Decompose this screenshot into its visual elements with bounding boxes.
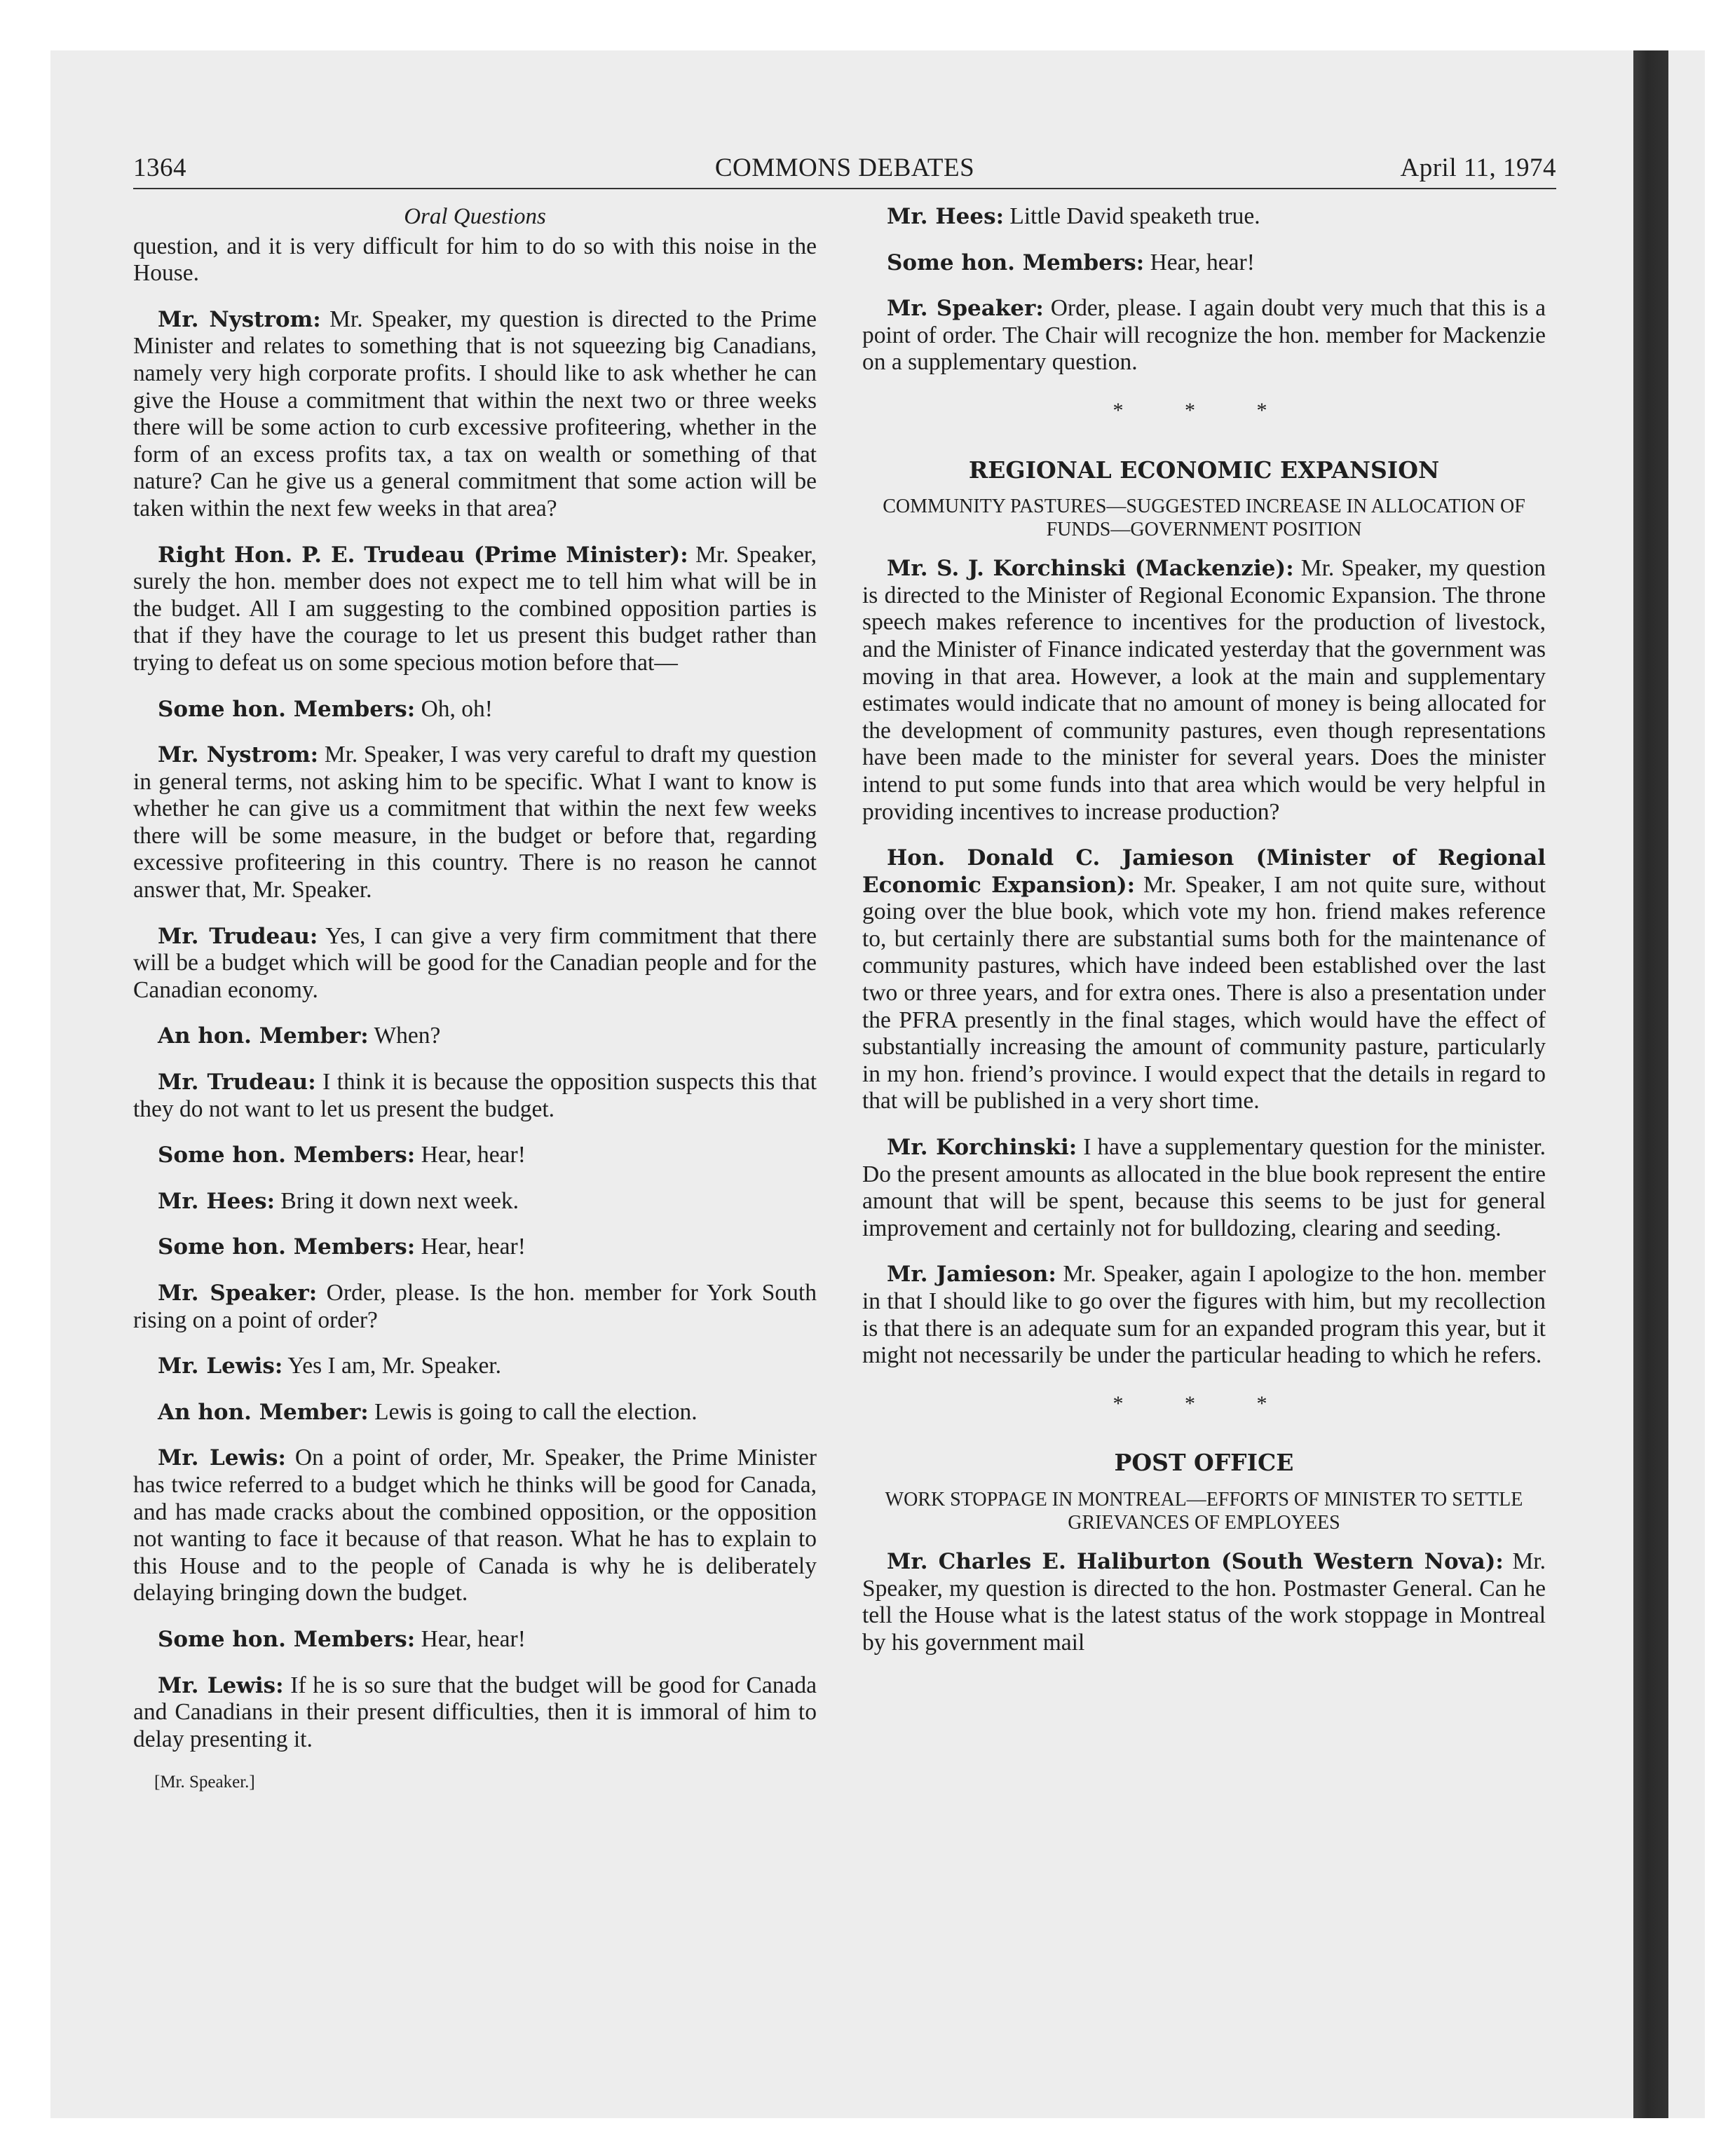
running-title: COMMONS DEBATES	[714, 153, 975, 182]
section-subheading: COMMUNITY PASTURES—SUGGESTED INCREASE IN ALLOCATION OF FUNDS—GOVERNMENT POSITION	[883, 496, 1525, 541]
speaker-name: Mr. Nystrom:	[158, 742, 319, 768]
speaker-name: An hon. Member:	[158, 1399, 369, 1425]
paragraph-text: Oh, oh!	[415, 695, 493, 722]
speaker-name: Mr. Lewis:	[158, 1672, 284, 1698]
paragraph-text: Order, please. I again doubt very much that this is a point of order. The Chair will recognize the hon. member for Mackenzie on a supplementary question.	[862, 295, 1546, 376]
paragraph-text: I have a supplementary question for the minister. Do the present amounts as allocated in the blue book represent the entire amount that will be spent, because this seems to be just for general improvement and certainly not for bulldozing, clearing and seeding.	[862, 1134, 1546, 1241]
speaker-name: Mr. Charles E. Haliburton (South Western Nova):	[887, 1548, 1504, 1574]
speaker-name: Some hon. Members:	[158, 1626, 416, 1652]
paragraph-text: Mr. Speaker, my question is directed to the Minister of Regional Economic Expansion. The throne speech makes reference to incentives for the production of livestock, and the Minister of Finance indicated yesterday that the government was moving in that area. However, a look at the main and supplementary estimates would indicate that no amount of money is being allocated for the development of community pastures, even though representations have been made to the minister for several years. Does the minister intend to put some funds into that area which would be very helpful in providing incentives to increase production?	[862, 555, 1546, 825]
paragraph-text: On a point of order, Mr. Speaker, the Prime Minister has twice referred to a budget which he thinks will be good for Canada, and has made cracks about the combined opposition, or the opposition not wanting to face it because of that reason. What he has to explain to this House and to the people of Canada is why he is deliberately delaying bringing down the budget.	[133, 1445, 817, 1606]
paragraph	[133, 1142, 817, 1169]
paragraph-text: Mr. Speaker, surely the hon. member does not expect me to tell him what will be in the budget. All I am suggesting to the combined opposition parties is that if they have the courage to let us present this budget rather than trying to defeat us on some specious motion before that—	[133, 541, 817, 676]
paragraph-text: Mr. Speaker, I was very careful to draft my question in general terms, not asking him to be specific. What I want to know is whether he can give us a commitment that within the next few weeks there will be some measure, in the budget or before that, regarding excessive profiteering in this country. There is no reason he cannot answer that, Mr. Speaker.	[133, 742, 817, 903]
speaker-name: Some hon. Members:	[887, 250, 1145, 275]
paragraph	[862, 295, 1546, 376]
paragraph-text: Mr. Speaker, my question is directed to the Prime Minister and relates to something that is not squeezing big Canadians, namely very high corporate profits. I should like to ask whether he can give the House a commitment that within the next two or three weeks there will be some action to curb excessive profiteering, whether in the form of an excess profits tax, a tax on wealth or something of that nature? Can he give us a general commitment that some action will be taken within the next few weeks in that area?	[133, 306, 817, 521]
speaker-name: Mr. Lewis:	[158, 1445, 286, 1471]
paragraph-text: Hear, hear!	[415, 1142, 526, 1168]
speaker-name: Mr. Jamieson:	[887, 1262, 1056, 1288]
paragraph	[133, 1069, 817, 1123]
paragraph-text: Lewis is going to call the election.	[368, 1398, 698, 1425]
paragraph-text: If he is so sure that the budget will be good for Canada and Canadians in their present difficulties, then it is immoral of him to delay presenting it.	[133, 1672, 817, 1752]
speaker-name: Mr. Speaker:	[158, 1281, 318, 1306]
section-separator: * * *	[1113, 1391, 1295, 1415]
paragraph-text: Hear, hear!	[415, 1234, 526, 1260]
paragraph-text: Bring it down next week.	[275, 1187, 519, 1214]
paragraph	[133, 923, 817, 1004]
page-date: April 11, 1974	[1400, 153, 1556, 182]
speaker-footnote: [Mr. Speaker.]	[154, 1773, 255, 1792]
paragraph-text: Yes, I can give a very firm commitment that there will be a budget which will be good for the Canadian people and for the Canadian economy.	[133, 922, 817, 1003]
page-number: 1364	[133, 153, 186, 182]
paragraph-text: Hear, hear!	[1144, 249, 1255, 275]
scan-binding-edge	[1633, 50, 1668, 2118]
paragraph	[133, 742, 817, 904]
speaker-name: Mr. Trudeau:	[158, 923, 318, 949]
right-column	[862, 203, 1546, 1675]
paragraph	[133, 542, 817, 677]
speaker-name: Mr. Trudeau:	[158, 1070, 316, 1096]
paragraph	[862, 250, 1546, 277]
paragraph-text: Hear, hear!	[415, 1625, 526, 1652]
paragraph	[133, 1399, 817, 1426]
speaker-name: Mr. Lewis:	[158, 1353, 283, 1379]
speaker-name: Mr. S. J. Korchinski (Mackenzie):	[887, 556, 1294, 582]
paragraph-text: Order, please. Is the hon. member for York South rising on a point of order?	[133, 1280, 817, 1333]
speaker-name: An hon. Member:	[158, 1023, 369, 1049]
paragraph	[133, 1445, 817, 1607]
paragraph-text: When?	[368, 1023, 441, 1049]
speaker-name: Hon. Donald C. Jamieson (Minister of Regional Economic Expansion):	[862, 845, 1546, 898]
paragraph	[133, 306, 817, 523]
paragraph	[133, 233, 817, 287]
section-label: Oral Questions	[404, 204, 546, 229]
section-subheading: WORK STOPPAGE IN MONTREAL—EFFORTS OF MINISTER TO SETTLE GRIEVANCES OF EMPLOYEES	[885, 1488, 1523, 1534]
speaker-name: Some hon. Members:	[158, 1234, 416, 1260]
paragraph	[862, 1261, 1546, 1369]
paragraph	[862, 1134, 1546, 1242]
paragraph-text: Yes I am, Mr. Speaker.	[283, 1353, 501, 1379]
paragraph-text: Little David speaketh true.	[1004, 203, 1260, 229]
speaker-name: Mr. Hees:	[158, 1188, 275, 1214]
paragraph-text: question, and it is very difficult for him to do so with this noise in the House.	[133, 233, 817, 287]
paragraph-text: I think it is because the opposition suspects this that they do not want to let us present the budget.	[133, 1069, 817, 1122]
paragraph	[862, 555, 1546, 826]
paragraph	[133, 696, 817, 723]
left-column	[133, 203, 817, 1796]
paragraph	[862, 845, 1546, 1115]
paragraph	[862, 203, 1546, 231]
paragraph	[133, 1023, 817, 1050]
paragraph-text: Mr. Speaker, I am not quite sure, without going over the blue book, which vote my hon. friend makes reference to, but certainly there are substantial sums both for the maintenance of community pastures, which have indeed been established over the last two or three years, and for extra ones. There is also a presentation under the PFRA presently in the final stages, which would have the effect of substantially increasing the amount of community pasture, particularly in my hon. friend’s province. I would expect that the details in regard to that will be published in a very short time.	[862, 871, 1546, 1114]
speaker-name: Mr. Korchinski:	[887, 1135, 1077, 1161]
paragraph-text: Mr. Speaker, again I apologize to the hon. member in that I should like to go over the figures with him, but my recollection is that there is an adequate sum for an expanded program this year, but it might not necessarily be under the particular heading to which he refers.	[862, 1261, 1546, 1369]
section-separator: * * *	[1113, 398, 1295, 422]
section-title: POST OFFICE	[1114, 1449, 1294, 1477]
paragraph	[133, 1234, 817, 1261]
speaker-name: Some hon. Members:	[158, 1142, 416, 1168]
speaker-name: Mr. Nystrom:	[158, 306, 321, 332]
speaker-name: Right Hon. P. E. Trudeau (Prime Minister):	[158, 542, 688, 568]
paragraph	[862, 1548, 1546, 1656]
page-header	[133, 153, 1556, 189]
paragraph	[133, 1626, 817, 1653]
paragraph	[133, 1672, 817, 1754]
paragraph	[133, 1280, 817, 1334]
speaker-name: Some hon. Members:	[158, 696, 416, 722]
speaker-name: Mr. Speaker:	[887, 296, 1044, 322]
paragraph	[133, 1353, 817, 1380]
speaker-name: Mr. Hees:	[887, 204, 1005, 229]
paragraph	[133, 1188, 817, 1215]
paragraph-text: Mr. Speaker, my question is directed to the hon. Postmaster General. Can he tell the House what is the latest status of the work stoppage in Montreal by his government mail	[862, 1548, 1546, 1656]
section-title: REGIONAL ECONOMIC EXPANSION	[968, 456, 1440, 484]
